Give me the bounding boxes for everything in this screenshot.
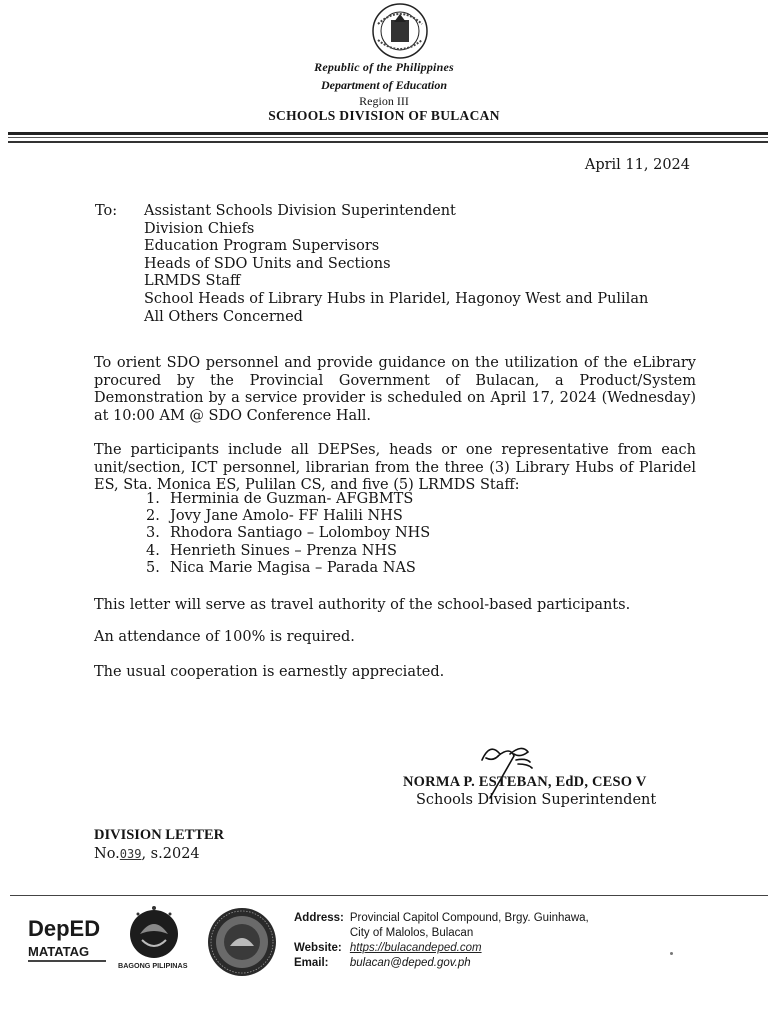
recipient-item: Division Chiefs bbox=[144, 220, 255, 237]
staff-number: 2. bbox=[146, 508, 160, 525]
recipient-item: Assistant Schools Division Superintendent bbox=[144, 203, 456, 219]
deped-seal-icon bbox=[358, 2, 442, 60]
recipient-item: Heads of SDO Units and Sections bbox=[144, 255, 391, 272]
staff-name: Henrieth Sinues – Prenza NHS bbox=[170, 542, 397, 559]
signature-icon bbox=[470, 740, 550, 800]
recipient-item: Education Program Supervisors bbox=[144, 238, 380, 255]
website-link[interactable]: https://bulacandeped.com bbox=[349, 942, 482, 954]
letter-date: April 11, 2024 bbox=[584, 157, 690, 173]
staff-number: 1. bbox=[146, 491, 160, 507]
signatory-name: NORMA P. ESTEBAN, EdD, CESO V bbox=[403, 774, 647, 790]
address-label: Address: bbox=[294, 912, 344, 924]
body-paragraph: An attendance of 100% is required. bbox=[94, 629, 355, 645]
footer-divider bbox=[10, 895, 768, 896]
number-prefix: No. bbox=[94, 846, 120, 862]
division-letter-title: DIVISION LETTER bbox=[94, 827, 225, 843]
staff-item bbox=[146, 508, 430, 525]
recipient-list bbox=[144, 203, 648, 326]
header-divider bbox=[8, 132, 768, 135]
staff-number: 3. bbox=[146, 525, 160, 542]
header-division: SCHOOLS DIVISION OF BULACAN bbox=[268, 108, 500, 123]
number-value: 039 bbox=[119, 847, 142, 861]
staff-name: Herminia de Guzman- AFGBMTS bbox=[170, 491, 414, 507]
staff-item bbox=[146, 491, 430, 508]
to-label: To: bbox=[95, 203, 118, 219]
header-divider bbox=[8, 137, 768, 138]
signatory-title: Schools Division Superintendent bbox=[416, 792, 657, 808]
staff-name: Nica Marie Magisa – Parada NAS bbox=[170, 559, 416, 576]
header-divider bbox=[8, 141, 768, 143]
staff-name: Jovy Jane Amolo- FF Halili NHS bbox=[170, 508, 403, 525]
staff-number: 4. bbox=[146, 542, 160, 559]
staff-item bbox=[146, 560, 430, 577]
header-department: Department of Education bbox=[320, 78, 447, 92]
body-paragraph: This letter will serve as travel authority of the school-based participants. bbox=[94, 597, 631, 613]
bagong-pilipinas-text: BAGONG PILIPINAS bbox=[118, 961, 188, 970]
sdo-bulacan-seal-icon bbox=[206, 906, 278, 978]
scan-mark bbox=[670, 952, 673, 955]
recipient-item: All Others Concerned bbox=[144, 308, 303, 325]
recipient-item: School Heads of Library Hubs in Plaridel, Hagonoy West and Pulilan bbox=[144, 290, 649, 307]
deped-matatag-logo-icon bbox=[28, 912, 108, 967]
staff-item bbox=[146, 543, 430, 560]
staff-item bbox=[146, 525, 430, 542]
contact-info bbox=[294, 911, 595, 971]
staff-list bbox=[146, 491, 430, 577]
staff-name: Rhodora Santiago – Lolomboy NHS bbox=[170, 525, 431, 542]
email-address: bulacan@deped.gov.ph bbox=[349, 957, 471, 969]
body-paragraph: The participants include all DEPSes, heads or one representative from each unit/section, ICT personnel, librarian from the three (3) Library Hubs of Plaridel ES, Sta. Monica ES, Pulilan CS, and five (5) LRMDS Staff: bbox=[94, 442, 696, 493]
address-line: City of Malolos, Bulacan bbox=[349, 927, 474, 939]
number-suffix: , s.2024 bbox=[141, 846, 200, 862]
body-paragraph: To orient SDO personnel and provide guidance on the utilization of the eLibrary procured by the Provincial Government of Bulacan, a Product/System Demonstration by a service provider is scheduled on April 17, 2024 (Wednesday) at 10:00 AM @ SDO Conference Hall. bbox=[94, 355, 696, 424]
recipient-item: LRMDS Staff bbox=[144, 273, 241, 290]
email-label: Email: bbox=[294, 957, 329, 969]
staff-number: 5. bbox=[146, 559, 160, 576]
website-label: Website: bbox=[294, 942, 342, 954]
body-paragraph: The usual cooperation is earnestly appreciated. bbox=[94, 664, 445, 680]
deped-logo-text: DepED bbox=[28, 916, 101, 941]
matatag-text: MATATAG bbox=[28, 944, 90, 959]
header-republic: Republic of the Philippines bbox=[314, 60, 454, 74]
address-line: Provincial Capitol Compound, Brgy. Guinhawa, bbox=[349, 912, 589, 924]
header-region: Region III bbox=[359, 94, 409, 108]
bagong-pilipinas-logo-icon bbox=[118, 904, 196, 970]
division-letter-number bbox=[94, 846, 200, 862]
